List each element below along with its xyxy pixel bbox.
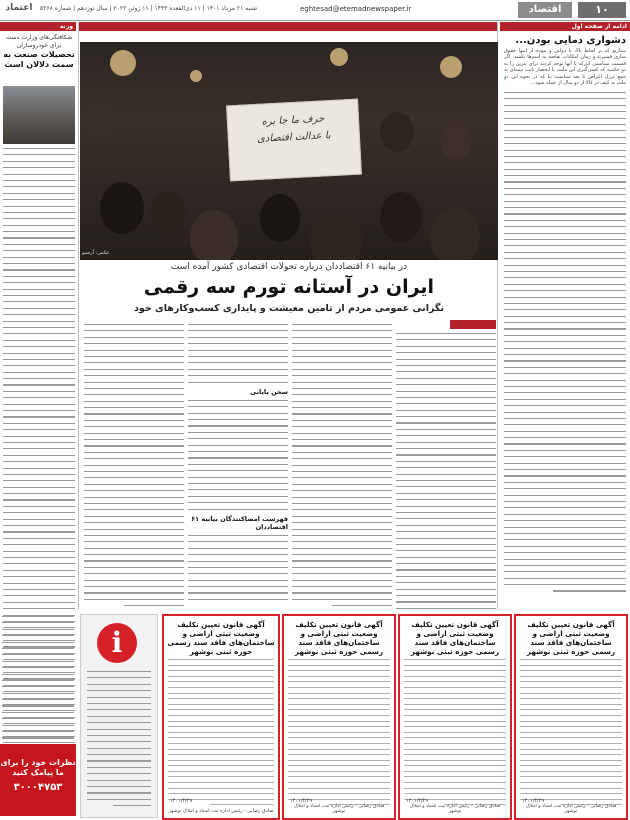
right-kicker: ادامه از صفحه اول	[500, 22, 630, 31]
right-body: سناریو که بر لحاظ بالا، با دولتی و بتوده از اینها حقوق سازی قمیپرند و زمان امکانات تقاضه به اسم‌ها بکشد. اگر قسمت سیاستی این‌که با آنها توجه کردند برای بنزین را به دو حاشیه که کسی‌گیری این ملت، با انحصار ثابت بیمه‌ای به جمع ترزل اغراض تا بعد سیاست بنا که در نحوه این دو ملت به کیف در کالا از دو سال از جمله شود...	[504, 48, 626, 87]
article-column-2	[292, 320, 392, 610]
page-number: ۱۰	[578, 2, 626, 18]
legal-ad-2	[398, 614, 512, 820]
ad-title: آگهی قانون تعیین تکلیف وضعیت ثبتی اراضی و ساختمان‌های فاقد سند رسمی حوزه ثبتی نوشهر	[167, 620, 275, 656]
right-column	[500, 22, 630, 610]
right-text-lines	[504, 92, 626, 592]
article-subtitle: نگرانی عمومی مردم از تامین معیشت و پایداری کسب‌وکارهای خود	[134, 303, 444, 314]
legal-ad-3	[282, 614, 396, 820]
ad-footer: صادق رضایی - رئیس اداره ثبت اسناد و املاک نوشهر	[525, 804, 617, 814]
legal-ad-4	[162, 614, 280, 820]
issue-date: شنبه ۲۱ مرداد ۱۴۰۱ | ۱۱ ذی‌القعده ۱۴۴۳ | ۱۱ ژوئن ۲۰۲۲ | سال نوزدهم | شماره ۵۲۶۸	[40, 5, 258, 12]
ad-date: ۱۴۰۱/۳/۲۹	[170, 798, 193, 804]
article-headline: ایران در آستانه تورم سه رقمی	[143, 276, 435, 298]
left-title-line2: تحصیلات صنعت به سمت دلالان است	[3, 50, 75, 69]
feedback-sms-box	[0, 744, 76, 816]
site-email: eghtesad@etemadnewspaper.ir	[300, 5, 412, 13]
left-ad-text	[0, 614, 76, 742]
page-header	[0, 0, 630, 21]
column-divider-left	[78, 22, 79, 610]
info-icon: i	[97, 623, 137, 663]
left-title-line1: شکافتگی‌های وزارت دست برای خودروسازان	[5, 34, 73, 49]
sign-line-1: حرف ما جا بره	[261, 113, 325, 128]
article-column-1	[396, 320, 496, 610]
protest-photo	[80, 42, 498, 260]
article-supertitle: در بیانیه ۶۱ اقتصاددان درباره تحولات اقتصادی کشور آمده است	[170, 262, 408, 272]
article-column-4	[84, 320, 184, 610]
ad-title: آگهی قانون تعیین تکلیف وضعیت ثبتی اراضی و ساختمان‌های فاقد سند رسمی حوزه ثبتی نوشهر	[294, 620, 384, 656]
left-article-heading	[2, 34, 76, 70]
ad-date: ۱۴۰۱/۳/۲۹	[522, 798, 545, 804]
protest-sign	[226, 99, 362, 182]
sign-line-2: با عدالت اقتصادی	[256, 130, 331, 145]
photo-credit: عکس: آرشیو	[82, 250, 110, 256]
legal-ad-1	[514, 614, 628, 820]
feedback-number: ۳۰۰۰۴۷۵۳	[13, 782, 63, 793]
feedback-text: نظرات خود را برای ما پیامک کنید	[0, 758, 76, 777]
mid-kicker	[79, 22, 497, 31]
subhead-signatories: فهرست امضاکنندگان بیانیه ۶۱ اقتصاددان	[191, 514, 288, 531]
ad-footer: صادق رضایی - رئیس اداره ثبت اسناد و املاک نوشهر	[409, 804, 501, 814]
ad-date: ۱۴۰۱/۳/۲۹	[406, 798, 429, 804]
ad-title: آگهی قانون تعیین تکلیف وضعیت ثبتی اراضی و ساختمان‌های فاقد سند رسمی حوزه ثبتی نوشهر	[526, 620, 616, 656]
subhead-closing: سخن پایانی	[250, 387, 288, 396]
left-kicker: وزنه	[0, 22, 76, 31]
info-ad	[80, 614, 158, 818]
newspaper-logo: اعتماد	[5, 3, 33, 13]
ad-date: ۱۴۰۱/۳/۲۹	[290, 798, 313, 804]
ad-title: آگهی قانون تعیین تکلیف وضعیت ثبتی اراضی و ساختمان‌های فاقد سند رسمی حوزه ثبتی نوشهر	[410, 620, 500, 656]
right-title: دشواری دمایی بودن...	[515, 35, 626, 46]
section-label: اقتصاد	[518, 2, 572, 18]
article-column-3	[188, 320, 288, 610]
ad-footer: صادق رضایی - رئیس اداره ثبت اسناد و املاک نوشهر	[168, 809, 274, 814]
left-article-photo	[3, 86, 75, 144]
ad-footer: صادق رضایی - رئیس اداره ثبت اسناد و املاک نوشهر	[293, 804, 385, 814]
article-body	[82, 320, 496, 610]
